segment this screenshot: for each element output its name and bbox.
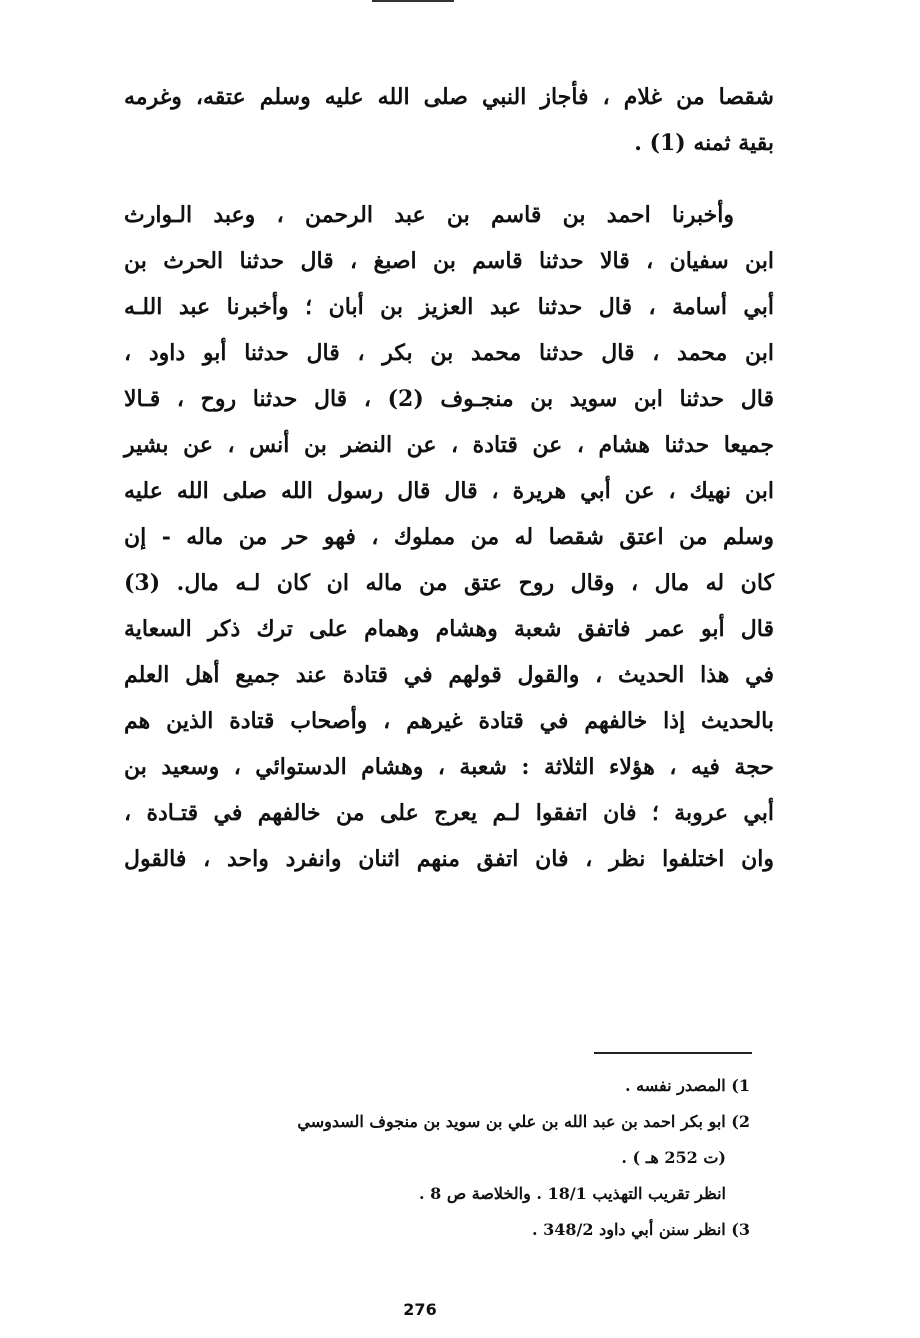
text-line: قال حدثنا ابن سويد بن منجـوف (2) ، قال حدثنا روح ، قـالا xyxy=(124,386,775,412)
paragraph-gap xyxy=(124,166,774,192)
text-line: وسلم من اعتق شقصا له من مملوك ، فهو حر من ماله - إن xyxy=(124,524,774,550)
text-line: أبي أسامة ، قال حدثنا عبد العزيز بن أبان ؛ وأخبرنا عبد اللـه xyxy=(124,294,774,320)
footnote-2: 2) ابو بكر احمد بن عبد الله بن علي بن سويد بن منجوف السدوسي xyxy=(297,1112,750,1131)
footnote-2-continued: (ت 252 هـ ) . xyxy=(621,1148,726,1167)
footnotes xyxy=(110,1068,750,1248)
text-line: حجة فيه ، هؤلاء الثلاثة : شعبة ، وهشام الدستوائي ، وسعيد بن xyxy=(124,754,774,780)
text-line: أبي عروبة ؛ فان اتفقوا لـم يعرج على من خالفهم في قتـادة ، xyxy=(124,800,774,826)
text-line: ابن سفيان ، قالا حدثنا قاسم بن اصبغ ، قال حدثنا الحرث بن xyxy=(124,248,774,274)
top-rule xyxy=(372,0,454,2)
main-text xyxy=(124,74,774,882)
text-line: كان له مال ، وقال روح عتق من ماله ان كان لـه مال. (3) xyxy=(124,570,774,596)
text-line: بقية ثمنه (1) . xyxy=(634,130,774,156)
text-line: وان اختلفوا نظر ، فان اتفق منهم اثنان وانفرد واحد ، فالقول xyxy=(124,846,774,872)
page-number: 276 xyxy=(403,1300,437,1319)
text-line: وأخبرنا احمد بن قاسم بن عبد الرحمن ، وعبد الـوارث xyxy=(124,202,734,228)
text-line: قال أبو عمر فاتفق شعبة وهشام وهمام على ترك ذكر السعاية xyxy=(124,616,774,642)
footnote-3: 3) انظر سنن أبي داود 348/2 . xyxy=(532,1220,750,1239)
text-line: ابن نهيك ، عن أبي هريرة ، قال قال رسول الله صلى الله عليه xyxy=(124,478,774,504)
footnote-separator xyxy=(594,1052,752,1054)
text-line: ابن محمد ، قال حدثنا محمد بن بكر ، قال حدثنا أبو داود ، xyxy=(124,340,774,366)
text-line: في هذا الحديث ، والقول قولهم في قتادة عند جميع أهل العلم xyxy=(124,662,774,688)
text-line: شقصا من غلام ، فأجاز النبي صلى الله عليه وسلم عتقه، وغرمه xyxy=(124,84,774,110)
text-line: جميعا حدثنا هشام ، عن قتادة ، عن النضر بن أنس ، عن بشير xyxy=(124,432,774,458)
text-line: بالحديث إذا خالفهم في قتادة غيرهم ، وأصحاب قتادة الذين هم xyxy=(124,708,774,734)
footnote-1: 1) المصدر نفسه . xyxy=(625,1076,750,1095)
footnote-2-reference: انظر تقريب التهذيب 18/1 . والخلاصة ص 8 . xyxy=(419,1184,726,1203)
